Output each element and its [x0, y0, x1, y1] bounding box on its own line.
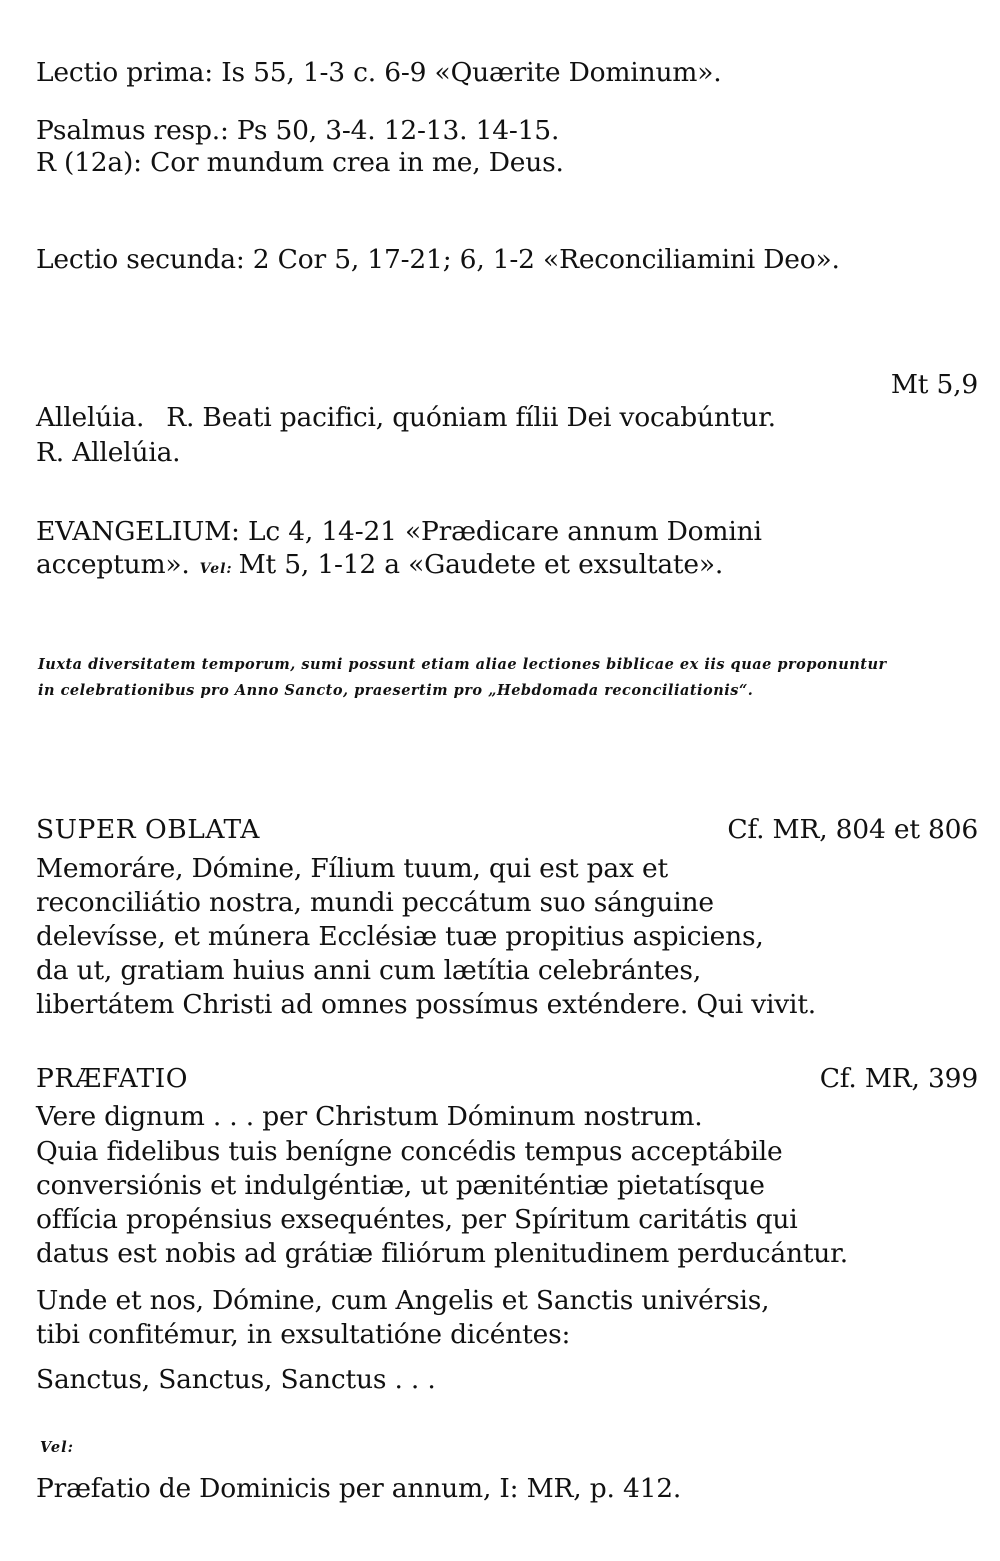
praefatio-line: Quia fidelibus tuis benígne concédis tempus acceptábile: [36, 1136, 783, 1167]
super-oblata-line: Memoráre, Dómine, Fílium tuum, qui est pax et: [36, 853, 668, 884]
gospel-line-1: EVANGELIUM: Lc 4, 14-21 «Prædicare annum Domini: [36, 516, 762, 547]
super-oblata-line: delevísse, et múnera Ecclésiæ tuæ propitius aspiciens,: [36, 921, 764, 952]
gospel-alternative: Mt 5, 1-12 a «Gaudete et exsultate».: [238, 549, 724, 580]
unde-line: Unde et nos, Dómine, cum Angelis et Sanctis univérsis,: [36, 1285, 770, 1316]
praefatio-line: datus est nobis ad grátiæ filiórum plenitudinem perducántur.: [36, 1238, 848, 1269]
super-oblata-line: reconciliátio nostra, mundi peccátum suo sánguine: [36, 887, 714, 918]
praefatio-reference: Cf. MR, 399: [819, 1063, 978, 1094]
gospel-acceptum: acceptum».: [36, 549, 190, 580]
alleluia-verse-line: [36, 401, 776, 435]
note-line-2: in celebrationibus pro Anno Sancto, praesertim pro „Hebdomada reconciliationis“.: [38, 682, 754, 699]
praefatio-title: PRÆFATIO: [36, 1063, 188, 1094]
super-oblata-reference: Cf. MR, 804 et 806: [727, 814, 978, 845]
second-reading: Lectio secunda: 2 Cor 5, 17-21; 6, 1-2 «Reconciliamini Deo».: [36, 244, 840, 275]
gospel-vel: Vel:: [199, 561, 233, 577]
praefatio-line: Vere dignum . . . per Christum Dóminum nostrum.: [36, 1101, 703, 1132]
super-oblata-title: SUPER OBLATA: [36, 814, 260, 845]
note-line-1: Iuxta diversitatem temporum, sumi possunt etiam aliae lectiones biblicae ex iis quae proponuntur: [38, 656, 887, 673]
alleluia-label: Allelúia.: [36, 402, 145, 433]
praefatio-vel: Vel:: [40, 1439, 75, 1456]
praefatio-line: offícia propénsius exsequéntes, per Spíritum caritátis qui: [36, 1204, 798, 1235]
gospel-line-2: [36, 548, 723, 586]
psalm-response: R (12a): Cor mundum crea in me, Deus.: [36, 147, 564, 178]
alleluia-response: R. Allelúia.: [36, 437, 181, 468]
super-oblata-line: libertátem Christi ad omnes possímus exténdere. Qui vivit.: [36, 989, 817, 1020]
alleluia-reference: Mt 5,9: [890, 369, 978, 400]
psalm-reference: Psalmus resp.: Ps 50, 3-4. 12-13. 14-15.: [36, 115, 560, 146]
praefatio-line: conversiónis et indulgéntiæ, ut pæniténtiæ pietatísque: [36, 1170, 765, 1201]
unde-line: tibi confitémur, in exsultatióne dicéntes:: [36, 1319, 571, 1350]
alleluia-verse: R. Beati pacifici, quóniam fílii Dei vocabúntur.: [166, 402, 776, 433]
super-oblata-line: da ut, gratiam huius anni cum lætítia celebrántes,: [36, 955, 702, 986]
praefatio-alternative: Præfatio de Dominicis per annum, I: MR, p. 412.: [36, 1473, 682, 1504]
first-reading: Lectio prima: Is 55, 1-3 c. 6-9 «Quærite Dominum».: [36, 57, 722, 88]
sanctus-line: Sanctus, Sanctus, Sanctus . . .: [36, 1364, 436, 1395]
